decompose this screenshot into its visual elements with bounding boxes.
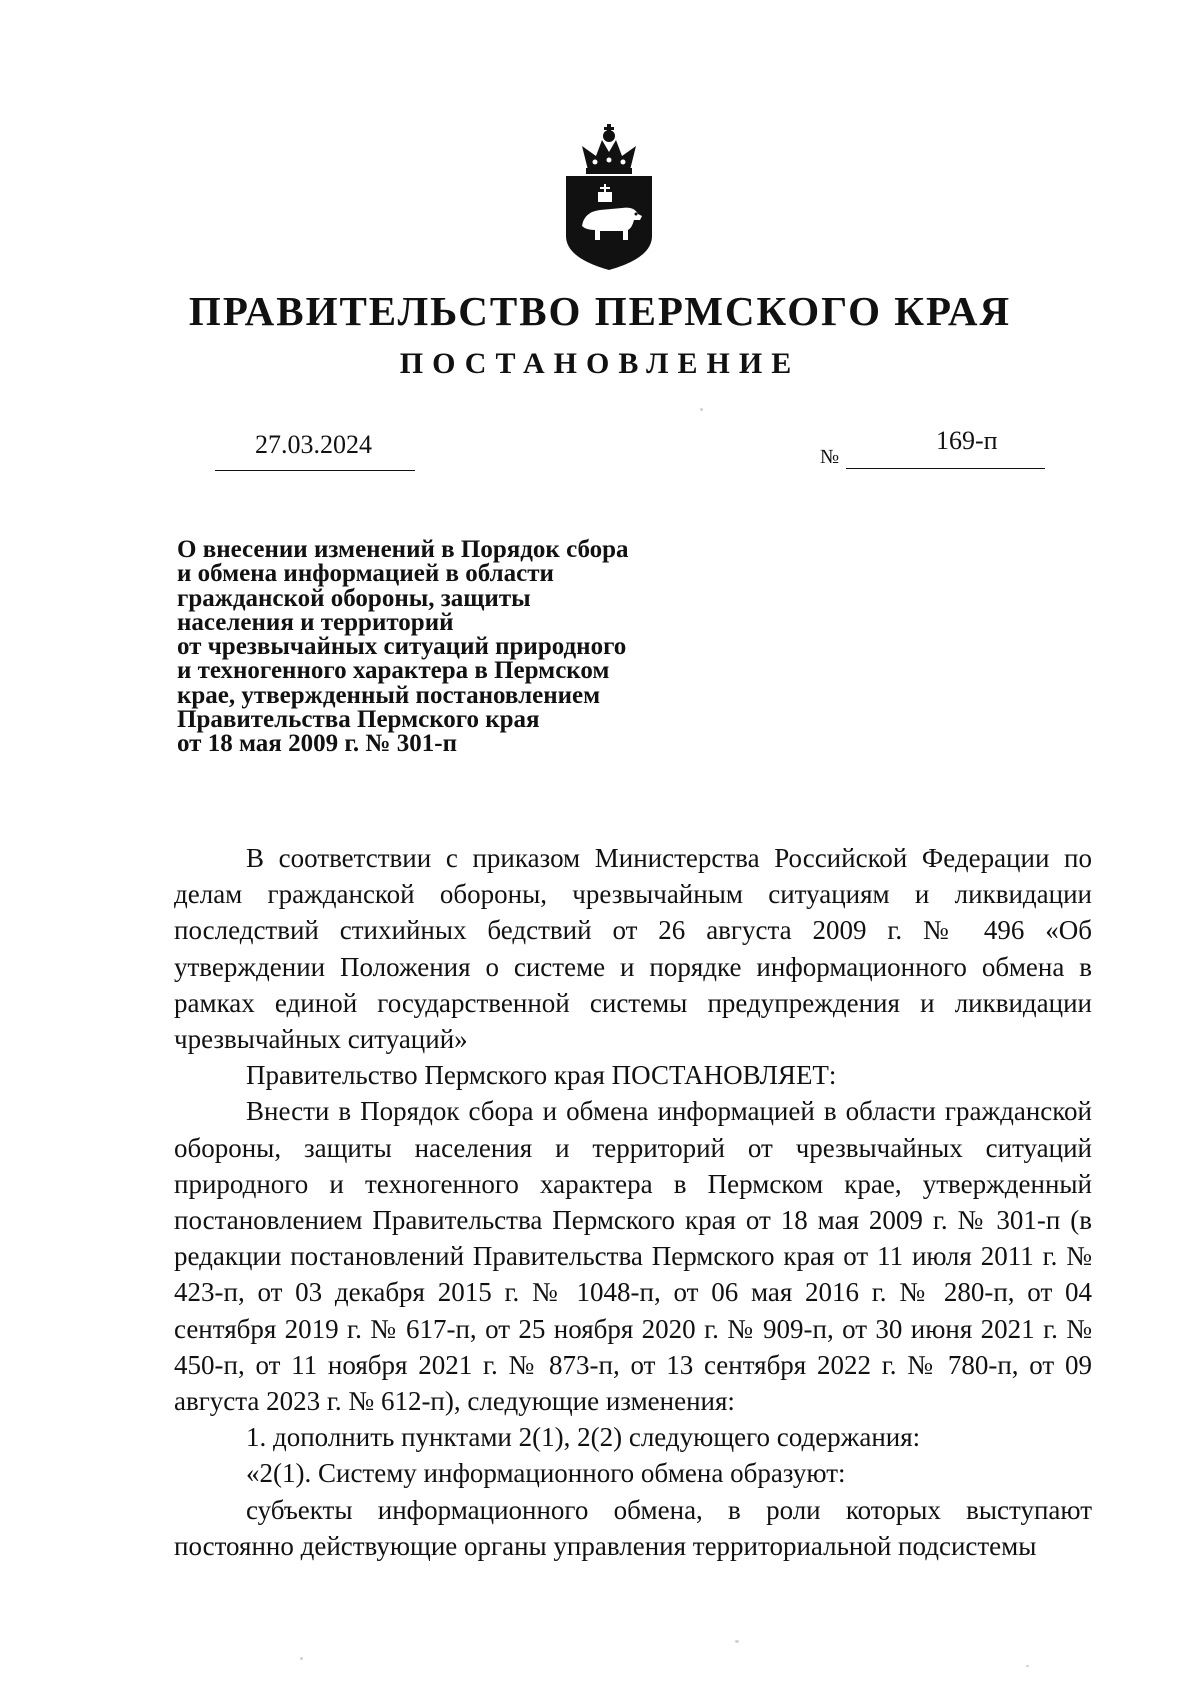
subject-line: О внесении изменений в Порядок сбора	[177, 536, 629, 563]
document-body	[174, 840, 1092, 1564]
number-field	[820, 426, 1045, 470]
subject-line: и техногенного характера в Пермском	[177, 657, 610, 685]
subject-line: от чрезвычайных ситуаций природного	[177, 633, 627, 661]
number-underline	[846, 426, 1045, 469]
paragraph-item-2-1: «2(1). Систему информационного обмена образуют:	[246, 1458, 846, 1489]
scan-speck	[735, 1640, 739, 1643]
subject-line: от 18 мая 2009 г. № 301-п	[177, 730, 457, 758]
subject-line: гражданской обороны, защиты	[177, 584, 531, 612]
scan-speck	[1026, 1665, 1029, 1667]
subject-line: и обмена информацией в области	[177, 560, 554, 588]
paragraph-subjects: субъекты информационного обмена, в роли которых выступают постоянно действующие органы управления территориальной подсистемы	[174, 1494, 1092, 1561]
date-field	[215, 430, 415, 471]
scan-speck	[355, 1438, 358, 1441]
document-subject	[177, 538, 717, 757]
scan-speck	[300, 1657, 303, 1660]
number-sign: №	[820, 446, 840, 468]
subject-line: крае, утвержденный постановлением	[177, 681, 601, 709]
document-type: ПОСТАНОВЛЕНИЕ	[399, 347, 801, 380]
scan-speck	[700, 408, 703, 411]
subject-line: населения и территорий	[177, 608, 454, 636]
perm-krai-coat-of-arms-icon	[560, 118, 658, 272]
document-number: 169-п	[936, 426, 998, 455]
paragraph-amendment: Внести в Порядок сбора и обмена информацией в области гражданской обороны, защиты населения и территорий от чрезвычайных ситуаций природного и техногенного характера в Пермском крае, утвержденный постановлением Правительства Пермского края от 18 мая 2009 г. № 301-п (в редакции постановлений Правительства Пермского края от 11 июля 2011 г. № 423-п, от 03 декабря 2015 г. № 1048-п, от 06 мая 2016 г. № 280-п, от 04 сентября 2019 г. № 617-п, от 25 ноября 2020 г. № 909-п, от 30 июня 2021 г. № 450-п, от 11 ноября 2021 г. № 873-п, от 13 сентября 2022 г. № 780-п, от 09 августа 2023 г. № 612-п), следующие изменения:	[174, 1096, 1092, 1417]
paragraph-preamble: В соответствии с приказом Министерства Российской Федерации по делам гражданской обороны, чрезвычайным ситуациям и ликвидации последствий стихийных бедствий от 26 августа 2009 г. № 496 «Об утверждении Положения о системе и порядке информационного обмена в рамках единой государственной системы предупреждения и ликвидации чрезвычайных ситуаций»	[174, 843, 1092, 1055]
paragraph-item-1: 1. дополнить пунктами 2(1), 2(2) следующего содержания:	[246, 1422, 921, 1453]
paragraph-resolves: Правительство Пермского края ПОСТАНОВЛЯЕТ:	[246, 1060, 837, 1091]
document-date: 27.03.2024	[255, 430, 372, 459]
government-name: ПРАВИТЕЛЬСТВО ПЕРМСКОГО КРАЯ	[188, 288, 1012, 334]
subject-line: Правительства Пермского края	[177, 706, 540, 734]
